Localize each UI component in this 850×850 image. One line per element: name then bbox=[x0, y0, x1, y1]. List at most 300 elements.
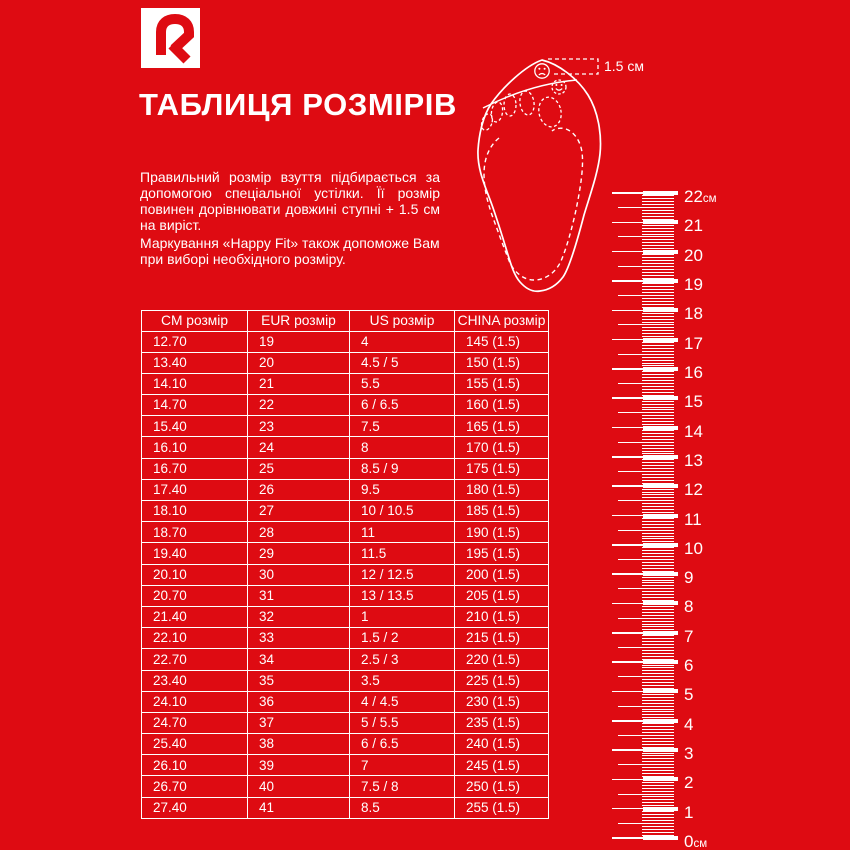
ruler-label: 21 bbox=[684, 216, 703, 236]
table-row bbox=[142, 373, 549, 394]
ruler-mm-line bbox=[642, 650, 674, 651]
table-cell: 6 / 6.5 bbox=[350, 395, 455, 416]
ruler-label: 2 bbox=[684, 773, 694, 793]
table-cell: 4 / 4.5 bbox=[350, 691, 455, 712]
table-cell: 22 bbox=[248, 395, 350, 416]
ruler-half-line bbox=[618, 236, 674, 237]
ruler-mm-line bbox=[642, 580, 674, 581]
ruler-half-line bbox=[618, 647, 674, 648]
ruler-cm-bold-mark bbox=[643, 601, 678, 605]
ruler-label: 6 bbox=[684, 656, 694, 676]
ruler-mm-line bbox=[642, 480, 674, 481]
ruler-mm-line bbox=[642, 304, 674, 305]
ruler-mm-line bbox=[642, 624, 674, 625]
ruler-mm-line bbox=[642, 585, 674, 586]
column-header: CHINA розмір bbox=[455, 311, 549, 332]
table-row bbox=[142, 585, 549, 606]
ruler-mm-line bbox=[642, 357, 674, 358]
table-cell: 21 bbox=[248, 373, 350, 394]
ruler-cm-bold-mark bbox=[643, 660, 678, 664]
table-cell: 220 (1.5) bbox=[455, 649, 549, 670]
table-row bbox=[142, 522, 549, 543]
ruler-mm-line bbox=[642, 653, 674, 654]
ruler-cm-bold-mark bbox=[643, 191, 678, 195]
ruler-label: 15 bbox=[684, 392, 703, 412]
table-cell: 23.40 bbox=[142, 670, 248, 691]
table-cell: 27 bbox=[248, 501, 350, 522]
ruler-mm-line bbox=[642, 351, 674, 352]
table-cell: 24.10 bbox=[142, 691, 248, 712]
column-header: CM розмір bbox=[142, 311, 248, 332]
table-cell: 35 bbox=[248, 670, 350, 691]
ruler-cm-bold-mark bbox=[643, 777, 678, 781]
ruler-label: 3 bbox=[684, 744, 694, 764]
ruler-mm-line bbox=[642, 322, 674, 323]
ruler-mm-line bbox=[642, 799, 674, 800]
ruler-mm-line bbox=[642, 345, 674, 346]
table-cell: 5.5 bbox=[350, 373, 455, 394]
table-cell: 7.5 / 8 bbox=[350, 776, 455, 797]
ruler-half-line bbox=[618, 823, 674, 824]
table-row bbox=[142, 691, 549, 712]
ruler-mm-line bbox=[642, 814, 674, 815]
ruler-mm-line bbox=[642, 239, 674, 240]
ruler-mm-line bbox=[642, 409, 674, 410]
table-row bbox=[142, 755, 549, 776]
allowance-label: 1.5 см bbox=[604, 58, 644, 74]
table-cell: 7 bbox=[350, 755, 455, 776]
ruler-cm-bold-mark bbox=[643, 631, 678, 635]
ruler-mm-line bbox=[642, 568, 674, 569]
table-cell: 25 bbox=[248, 458, 350, 479]
table-cell: 1.5 / 2 bbox=[350, 628, 455, 649]
ruler-mm-line bbox=[642, 802, 674, 803]
table-row bbox=[142, 437, 549, 458]
ruler-mm-line bbox=[642, 826, 674, 827]
ruler-mm-line bbox=[642, 591, 674, 592]
table-cell: 14.10 bbox=[142, 373, 248, 394]
ruler-mm-line bbox=[642, 553, 674, 554]
ruler-mm-line bbox=[642, 738, 674, 739]
ruler-mm-line bbox=[642, 489, 674, 490]
ruler-half-line bbox=[618, 735, 674, 736]
table-cell: 31 bbox=[248, 585, 350, 606]
ruler-mm-line bbox=[642, 333, 674, 334]
ruler-cm-bold-mark bbox=[643, 367, 678, 371]
ruler-label: 11 bbox=[684, 509, 702, 529]
table-row bbox=[142, 458, 549, 479]
ruler-mm-line bbox=[642, 474, 674, 475]
ruler-mm-line bbox=[642, 234, 674, 235]
table-row bbox=[142, 501, 549, 522]
ruler-mm-line bbox=[642, 711, 674, 712]
ruler-label: 5 bbox=[684, 685, 694, 705]
column-header: EUR розмір bbox=[248, 311, 350, 332]
table-row bbox=[142, 395, 549, 416]
foot-outline bbox=[484, 128, 583, 280]
ruler-mm-line bbox=[642, 283, 674, 284]
ruler-mm-line bbox=[642, 386, 674, 387]
table-row bbox=[142, 479, 549, 500]
ruler-mm-line bbox=[642, 726, 674, 727]
table-cell: 26 bbox=[248, 479, 350, 500]
ruler-mm-line bbox=[642, 210, 674, 211]
ruler-mm-line bbox=[642, 377, 674, 378]
ruler-half-line bbox=[618, 412, 674, 413]
ruler-cm-bold-mark bbox=[643, 572, 678, 576]
table-cell: 215 (1.5) bbox=[455, 628, 549, 649]
table-cell: 38 bbox=[248, 734, 350, 755]
ruler-mm-line bbox=[642, 638, 674, 639]
table-cell: 39 bbox=[248, 755, 350, 776]
table-row bbox=[142, 628, 549, 649]
table-cell: 8 bbox=[350, 437, 455, 458]
ruler-mm-line bbox=[642, 673, 674, 674]
ruler-mm-line bbox=[642, 547, 674, 548]
table-row bbox=[142, 331, 549, 352]
ruler-mm-line bbox=[642, 242, 674, 243]
ruler-mm-line bbox=[642, 494, 674, 495]
ruler-half-line bbox=[618, 354, 674, 355]
table-cell: 185 (1.5) bbox=[455, 501, 549, 522]
ruler-mm-line bbox=[642, 609, 674, 610]
ruler-mm-line bbox=[642, 462, 674, 463]
intro-paragraph-2: Маркування «Happy Fit» також допоможе Вам при виборі необхідного розміру. bbox=[140, 235, 440, 267]
ruler-mm-line bbox=[642, 755, 674, 756]
sad-face-icon bbox=[535, 64, 549, 78]
ruler-mm-line bbox=[642, 533, 674, 534]
table-cell: 28 bbox=[248, 522, 350, 543]
size-table bbox=[141, 310, 549, 819]
table-cell: 12 / 12.5 bbox=[350, 564, 455, 585]
ruler-mm-line bbox=[642, 679, 674, 680]
table-cell: 145 (1.5) bbox=[455, 331, 549, 352]
ruler-mm-line bbox=[642, 785, 674, 786]
intro-paragraph-1: Правильний розмір взуття підбирається за допомогою спеціальної устілки. Її розмір повинен дорівнювати довжині ступні + 1.5 см на виріст. bbox=[140, 169, 440, 233]
table-cell: 22.10 bbox=[142, 628, 248, 649]
ruler-label: 1 bbox=[684, 802, 694, 822]
table-row bbox=[142, 776, 549, 797]
table-cell: 190 (1.5) bbox=[455, 522, 549, 543]
ruler-mm-line bbox=[642, 594, 674, 595]
ruler-mm-line bbox=[642, 506, 674, 507]
table-cell: 5 / 5.5 bbox=[350, 712, 455, 733]
ruler-cm-bold-mark bbox=[643, 719, 678, 723]
ruler-mm-line bbox=[642, 492, 674, 493]
table-cell: 255 (1.5) bbox=[455, 797, 549, 818]
ruler-half-line bbox=[618, 794, 674, 795]
ruler-mm-line bbox=[642, 348, 674, 349]
ruler-cm-bold-mark bbox=[643, 308, 678, 312]
table-row bbox=[142, 797, 549, 818]
ruler-mm-line bbox=[642, 667, 674, 668]
table-cell: 36 bbox=[248, 691, 350, 712]
ruler-mm-line bbox=[642, 430, 674, 431]
table-cell: 170 (1.5) bbox=[455, 437, 549, 458]
table-cell: 18.70 bbox=[142, 522, 248, 543]
ruler-mm-line bbox=[642, 213, 674, 214]
table-cell: 200 (1.5) bbox=[455, 564, 549, 585]
ruler-half-line bbox=[618, 588, 674, 589]
ruler-mm-line bbox=[642, 448, 674, 449]
ruler-mm-line bbox=[642, 269, 674, 270]
ruler-mm-line bbox=[642, 612, 674, 613]
page-title: ТАБЛИЦЯ РОЗМІРІВ bbox=[139, 87, 457, 122]
size-table-body bbox=[142, 331, 549, 818]
ruler-cm-bold-mark bbox=[643, 748, 678, 752]
table-cell: 18.10 bbox=[142, 501, 248, 522]
ruler-cm-bold-mark bbox=[643, 279, 678, 283]
table-cell: 230 (1.5) bbox=[455, 691, 549, 712]
ruler-mm-line bbox=[642, 436, 674, 437]
ruler-mm-line bbox=[642, 404, 674, 405]
ruler bbox=[600, 185, 750, 850]
ruler-half-line bbox=[618, 764, 674, 765]
ruler-mm-line bbox=[642, 292, 674, 293]
ruler-mm-line bbox=[642, 316, 674, 317]
table-cell: 25.40 bbox=[142, 734, 248, 755]
ruler-mm-line bbox=[642, 621, 674, 622]
ruler-mm-line bbox=[642, 615, 674, 616]
ruler-cm-bold-mark bbox=[643, 426, 678, 430]
ruler-mm-line bbox=[642, 770, 674, 771]
ruler-half-line bbox=[618, 324, 674, 325]
ruler-mm-line bbox=[642, 761, 674, 762]
ruler-half-line bbox=[618, 530, 674, 531]
ruler-cm-bold-mark bbox=[643, 338, 678, 342]
table-cell: 19.40 bbox=[142, 543, 248, 564]
table-cell: 24 bbox=[248, 437, 350, 458]
ruler-label: 9 bbox=[684, 568, 694, 588]
ruler-mm-line bbox=[642, 263, 674, 264]
ruler-label: 13 bbox=[684, 450, 703, 470]
ruler-mm-line bbox=[642, 729, 674, 730]
ruler-cm-bold-mark bbox=[643, 455, 678, 459]
ruler-label: 19 bbox=[684, 274, 703, 294]
ruler-mm-line bbox=[642, 439, 674, 440]
ruler-mm-line bbox=[642, 459, 674, 460]
table-cell: 37 bbox=[248, 712, 350, 733]
table-cell: 1 bbox=[350, 606, 455, 627]
ruler-label: 18 bbox=[684, 304, 703, 324]
table-cell: 30 bbox=[248, 564, 350, 585]
ruler-mm-line bbox=[642, 626, 674, 627]
ruler-mm-line bbox=[642, 741, 674, 742]
table-cell: 205 (1.5) bbox=[455, 585, 549, 606]
table-cell: 29 bbox=[248, 543, 350, 564]
table-cell: 27.40 bbox=[142, 797, 248, 818]
ruler-half-line bbox=[618, 266, 674, 267]
ruler-mm-line bbox=[642, 374, 674, 375]
ruler-cm-bold-mark bbox=[643, 689, 678, 693]
ruler-mm-line bbox=[642, 644, 674, 645]
ruler-mm-line bbox=[642, 254, 674, 255]
ruler-mm-line bbox=[642, 817, 674, 818]
ruler-half-line bbox=[618, 676, 674, 677]
ruler-cm-bold-mark bbox=[643, 396, 678, 400]
ruler-label: 7 bbox=[684, 626, 694, 646]
table-cell: 3.5 bbox=[350, 670, 455, 691]
ruler-mm-line bbox=[642, 231, 674, 232]
ruler-mm-line bbox=[642, 732, 674, 733]
ruler-mm-line bbox=[642, 791, 674, 792]
table-cell: 21.40 bbox=[142, 606, 248, 627]
ruler-mm-line bbox=[642, 477, 674, 478]
ruler-label: 4 bbox=[684, 714, 694, 734]
table-cell: 155 (1.5) bbox=[455, 373, 549, 394]
ruler-mm-line bbox=[642, 392, 674, 393]
ruler-mm-line bbox=[642, 298, 674, 299]
ruler-half-line bbox=[618, 471, 674, 472]
table-row bbox=[142, 352, 549, 373]
table-cell: 14.70 bbox=[142, 395, 248, 416]
ruler-mm-line bbox=[642, 538, 674, 539]
brand-logo bbox=[141, 8, 200, 68]
ruler-label: 16 bbox=[684, 362, 703, 382]
table-cell: 195 (1.5) bbox=[455, 543, 549, 564]
ruler-mm-line bbox=[642, 582, 674, 583]
table-cell: 165 (1.5) bbox=[455, 416, 549, 437]
table-cell: 19 bbox=[248, 331, 350, 352]
table-cell: 225 (1.5) bbox=[455, 670, 549, 691]
ruler-mm-line bbox=[642, 606, 674, 607]
table-row bbox=[142, 734, 549, 755]
ruler-mm-line bbox=[642, 433, 674, 434]
table-cell: 33 bbox=[248, 628, 350, 649]
table-row bbox=[142, 564, 549, 585]
ruler-mm-line bbox=[642, 782, 674, 783]
ruler-cm-bold-mark bbox=[643, 807, 678, 811]
ruler-mm-line bbox=[642, 635, 674, 636]
ruler-mm-line bbox=[642, 767, 674, 768]
ruler-mm-line bbox=[642, 744, 674, 745]
table-row bbox=[142, 670, 549, 691]
ruler-mm-line bbox=[642, 753, 674, 754]
table-cell: 175 (1.5) bbox=[455, 458, 549, 479]
ruler-mm-line bbox=[642, 527, 674, 528]
table-cell: 7.5 bbox=[350, 416, 455, 437]
ruler-mm-line bbox=[642, 509, 674, 510]
table-cell: 8.5 / 9 bbox=[350, 458, 455, 479]
ruler-mm-line bbox=[642, 225, 674, 226]
ruler-mm-line bbox=[642, 796, 674, 797]
ruler-mm-line bbox=[642, 562, 674, 563]
ruler-mm-line bbox=[642, 275, 674, 276]
ruler-mm-line bbox=[642, 577, 674, 578]
ruler-half-line bbox=[618, 295, 674, 296]
table-cell: 235 (1.5) bbox=[455, 712, 549, 733]
ruler-mm-line bbox=[642, 703, 674, 704]
ruler-mm-line bbox=[642, 694, 674, 695]
ruler-label: 22см bbox=[684, 187, 717, 206]
ruler-mm-line bbox=[642, 656, 674, 657]
insole-outline bbox=[478, 60, 601, 291]
ruler-half-line bbox=[618, 207, 674, 208]
table-cell: 22.70 bbox=[142, 649, 248, 670]
allowance-box bbox=[548, 59, 598, 74]
ruler-cm-bold-mark bbox=[643, 514, 678, 518]
table-cell: 16.10 bbox=[142, 437, 248, 458]
ruler-mm-line bbox=[642, 788, 674, 789]
ruler-mm-line bbox=[642, 389, 674, 390]
column-header: US розмір bbox=[350, 311, 455, 332]
ruler-cm-bold-mark bbox=[643, 543, 678, 547]
foot-toes bbox=[480, 90, 564, 131]
ruler-half-line bbox=[618, 442, 674, 443]
ruler-mm-line bbox=[642, 319, 674, 320]
table-cell: 13 / 13.5 bbox=[350, 585, 455, 606]
ruler-half-line bbox=[618, 383, 674, 384]
table-cell: 20.10 bbox=[142, 564, 248, 585]
table-header-row bbox=[142, 311, 549, 332]
ruler-mm-line bbox=[642, 700, 674, 701]
ruler-label: 0см bbox=[684, 832, 708, 850]
ruler-mm-line bbox=[642, 289, 674, 290]
ruler-mm-line bbox=[642, 245, 674, 246]
ruler-label: 14 bbox=[684, 421, 703, 441]
table-cell: 245 (1.5) bbox=[455, 755, 549, 776]
ruler-mm-line bbox=[642, 228, 674, 229]
ruler-label: 12 bbox=[684, 480, 703, 500]
ruler-half-line bbox=[618, 500, 674, 501]
ruler-mm-line bbox=[642, 497, 674, 498]
ruler-mm-line bbox=[642, 260, 674, 261]
ruler-mm-line bbox=[642, 418, 674, 419]
table-cell: 41 bbox=[248, 797, 350, 818]
ruler-mm-line bbox=[642, 421, 674, 422]
ruler-mm-line bbox=[642, 820, 674, 821]
table-cell: 8.5 bbox=[350, 797, 455, 818]
ruler-half-line bbox=[618, 559, 674, 560]
ruler-half-line bbox=[618, 618, 674, 619]
table-cell: 20.70 bbox=[142, 585, 248, 606]
ruler-mm-line bbox=[642, 301, 674, 302]
table-cell: 9.5 bbox=[350, 479, 455, 500]
table-cell: 26.70 bbox=[142, 776, 248, 797]
ruler-label: 20 bbox=[684, 245, 703, 265]
ruler-mm-line bbox=[642, 201, 674, 202]
ruler-mm-line bbox=[642, 327, 674, 328]
ruler-mm-line bbox=[642, 363, 674, 364]
ruler-mm-line bbox=[642, 550, 674, 551]
ruler-mm-line bbox=[642, 468, 674, 469]
ruler-mm-line bbox=[642, 380, 674, 381]
ruler-cm-bold-mark bbox=[643, 220, 678, 224]
ruler-mm-line bbox=[642, 272, 674, 273]
table-row bbox=[142, 543, 549, 564]
ruler-mm-line bbox=[642, 198, 674, 199]
table-cell: 15.40 bbox=[142, 416, 248, 437]
ruler-mm-line bbox=[642, 518, 674, 519]
table-cell: 4 bbox=[350, 331, 455, 352]
table-cell: 150 (1.5) bbox=[455, 352, 549, 373]
table-cell: 11 bbox=[350, 522, 455, 543]
ruler-label: 8 bbox=[684, 597, 694, 617]
table-cell: 250 (1.5) bbox=[455, 776, 549, 797]
ruler-mm-line bbox=[642, 407, 674, 408]
ruler-mm-line bbox=[642, 313, 674, 314]
ruler-mm-line bbox=[642, 401, 674, 402]
table-cell: 240 (1.5) bbox=[455, 734, 549, 755]
ruler-mm-line bbox=[642, 195, 674, 196]
table-cell: 13.40 bbox=[142, 352, 248, 373]
ruler-mm-line bbox=[642, 330, 674, 331]
ruler-mm-line bbox=[642, 556, 674, 557]
table-cell: 23 bbox=[248, 416, 350, 437]
table-cell: 12.70 bbox=[142, 331, 248, 352]
table-cell: 24.70 bbox=[142, 712, 248, 733]
ruler-mm-line bbox=[642, 286, 674, 287]
